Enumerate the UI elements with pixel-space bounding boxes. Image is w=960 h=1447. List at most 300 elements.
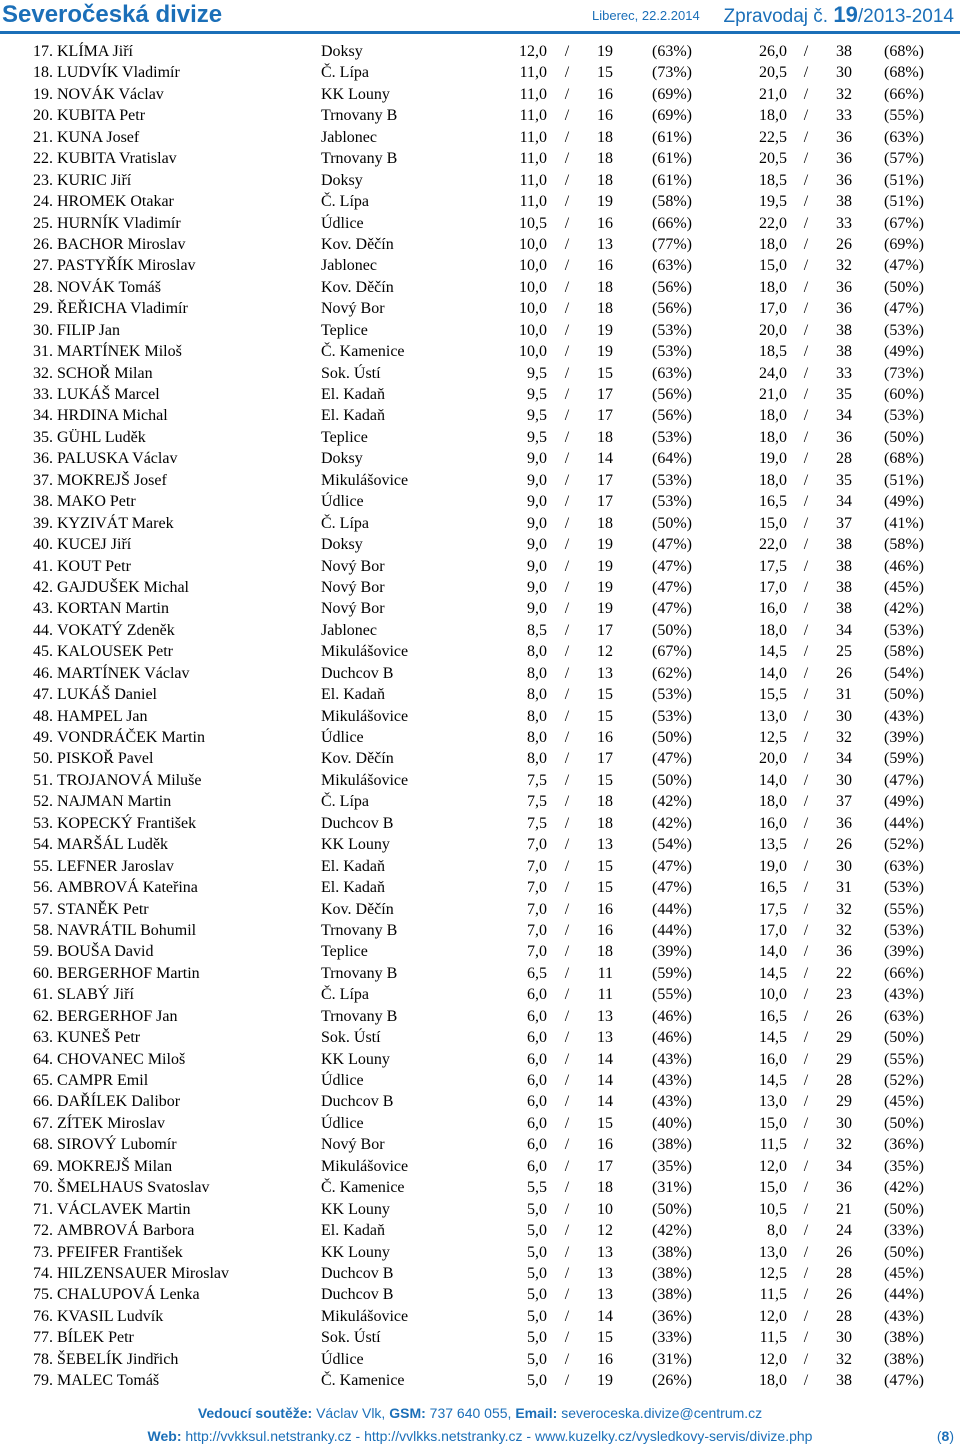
slash-sep: /: [803, 321, 809, 339]
pct-season: (50%): [652, 621, 692, 639]
footer-contact: [0, 1405, 960, 1421]
slash-sep: /: [564, 1093, 570, 1111]
pct-total: (38%): [884, 1329, 924, 1347]
player-rank: 49.: [33, 729, 53, 746]
player-name: MOKREJŠ Milan: [57, 1157, 173, 1175]
pct-total: (51%): [884, 193, 924, 211]
table-row: [0, 920, 960, 941]
player-club: KK Louny: [321, 836, 390, 854]
points-season: 11,0: [519, 107, 547, 125]
player-name: PALUSKA Václav: [57, 450, 178, 468]
points-season: 5,0: [527, 1307, 547, 1325]
player-name: KALOUSEK Petr: [57, 643, 173, 661]
player-name: CAMPR Emil: [57, 1072, 149, 1089]
slash-sep: /: [803, 750, 809, 768]
table-row: [0, 470, 960, 491]
points-total: 11,5: [759, 1136, 787, 1154]
table-row: [0, 234, 960, 255]
points-season: 6,5: [527, 964, 547, 982]
pct-season: (40%): [652, 1114, 692, 1132]
slash-sep: /: [564, 1029, 570, 1047]
points-season: 11,0: [519, 150, 547, 168]
player-name: BERGERHOF Jan: [57, 1007, 178, 1025]
player-club: Doksy: [321, 171, 363, 189]
points-season: 12,0: [519, 43, 547, 60]
pct-total: (53%): [884, 621, 924, 639]
games-total: 32: [836, 921, 852, 939]
points-season: 5,0: [527, 1329, 547, 1347]
slash-sep: /: [564, 879, 570, 897]
player-rank: 72.: [33, 1222, 53, 1240]
games-season: 14: [597, 1093, 613, 1111]
player-name: ŠEBELÍK Jindřich: [57, 1350, 179, 1368]
player-club: El. Kadaň: [321, 686, 385, 704]
pct-total: (44%): [884, 1286, 924, 1304]
pct-total: (63%): [884, 1007, 924, 1025]
pct-total: (58%): [884, 536, 924, 554]
pct-total: (43%): [884, 707, 924, 725]
player-rank: 73.: [33, 1243, 53, 1261]
table-row: [0, 1006, 960, 1027]
slash-sep: /: [803, 771, 809, 789]
player-rank: 61.: [33, 986, 53, 1004]
pct-season: (42%): [652, 1222, 692, 1240]
player-name: CHALUPOVÁ Lenka: [57, 1286, 200, 1304]
player-club: Duchcov B: [321, 814, 394, 832]
games-season: 16: [597, 85, 613, 103]
player-name: BOUŠA David: [57, 943, 154, 961]
games-season: 16: [597, 214, 613, 232]
player-name: SIROVÝ Lubomír: [57, 1136, 177, 1154]
player-rank: 53.: [33, 814, 53, 832]
games-season: 10: [597, 1200, 613, 1218]
pct-season: (53%): [652, 707, 692, 725]
games-season: 18: [597, 278, 613, 296]
slash-sep: /: [564, 814, 570, 832]
pct-total: (50%): [884, 278, 924, 296]
games-season: 19: [597, 1372, 613, 1390]
slash-sep: /: [803, 793, 809, 811]
table-row: [0, 363, 960, 384]
pct-season: (43%): [652, 1072, 692, 1089]
points-season: 8,0: [527, 643, 547, 661]
pct-season: (50%): [652, 1200, 692, 1218]
player-club: Jablonec: [321, 621, 377, 639]
pct-total: (73%): [884, 364, 924, 382]
games-season: 14: [597, 1050, 613, 1068]
player-club: Jablonec: [321, 257, 377, 275]
games-total: 30: [836, 1329, 852, 1347]
table-row: [0, 1242, 960, 1263]
pct-season: (43%): [652, 1093, 692, 1111]
slash-sep: /: [803, 836, 809, 854]
player-name: KLÍMA Jiří: [57, 43, 133, 60]
games-total: 36: [836, 278, 852, 296]
slash-sep: /: [564, 1179, 570, 1197]
slash-sep: /: [564, 364, 570, 382]
slash-sep: /: [803, 1050, 809, 1068]
gsm-label: GSM:: [389, 1405, 426, 1421]
player-club: Mikulášovice: [321, 1157, 409, 1175]
pct-season: (47%): [652, 879, 692, 897]
games-season: 19: [597, 343, 613, 361]
pct-total: (42%): [884, 600, 924, 618]
pct-total: (47%): [884, 257, 924, 275]
points-total: 12,0: [759, 1307, 787, 1325]
games-total: 38: [836, 343, 852, 361]
slash-sep: /: [803, 107, 809, 125]
slash-sep: /: [803, 64, 809, 82]
pct-total: (36%): [884, 1136, 924, 1154]
table-row: [0, 984, 960, 1005]
player-club: El. Kadaň: [321, 1222, 385, 1240]
player-club: Údlice: [321, 1072, 364, 1089]
pct-season: (62%): [652, 664, 692, 682]
player-rank: 17.: [33, 43, 53, 60]
points-total: 17,5: [759, 900, 787, 918]
pct-season: (38%): [652, 1264, 692, 1282]
player-rank: 57.: [33, 900, 53, 918]
pct-total: (55%): [884, 1050, 924, 1068]
points-total: 18,0: [759, 621, 787, 639]
table-row: [0, 41, 960, 62]
player-name: PASTYŘÍK Miroslav: [57, 257, 196, 275]
games-season: 16: [597, 900, 613, 918]
table-row: [0, 448, 960, 469]
player-name: VOKATÝ Zdeněk: [57, 621, 175, 639]
player-name: BACHOR Miroslav: [57, 235, 186, 253]
points-season: 9,0: [527, 471, 547, 489]
points-season: 7,0: [527, 879, 547, 897]
player-club: Údlice: [321, 1114, 364, 1132]
slash-sep: /: [564, 1264, 570, 1282]
slash-sep: /: [803, 514, 809, 532]
slash-sep: /: [803, 707, 809, 725]
table-row: [0, 1091, 960, 1112]
points-season: 7,5: [527, 814, 547, 832]
games-total: 34: [836, 750, 852, 768]
points-season: 6,0: [527, 1072, 547, 1089]
pct-total: (49%): [884, 343, 924, 361]
pct-total: (43%): [884, 986, 924, 1004]
slash-sep: /: [564, 664, 570, 682]
points-season: 7,5: [527, 793, 547, 811]
player-name: VONDRÁČEK Martin: [57, 729, 205, 746]
pct-total: (66%): [884, 85, 924, 103]
games-total: 32: [836, 1136, 852, 1154]
games-total: 34: [836, 1157, 852, 1175]
table-row: [0, 791, 960, 812]
player-club: Sok. Ústí: [321, 1329, 381, 1347]
slash-sep: /: [564, 964, 570, 982]
games-total: 29: [836, 1029, 852, 1047]
points-season: 9,5: [527, 428, 547, 446]
division-title: Severočeská divize: [2, 1, 223, 28]
slash-sep: /: [803, 557, 809, 575]
player-club: Nový Bor: [321, 578, 385, 596]
table-row: [0, 1156, 960, 1177]
slash-sep: /: [564, 729, 570, 746]
games-season: 16: [597, 1350, 613, 1368]
player-club: Doksy: [321, 43, 363, 60]
pct-season: (56%): [652, 386, 692, 403]
player-club: KK Louny: [321, 1200, 390, 1218]
games-total: 33: [836, 364, 852, 382]
pct-season: (38%): [652, 1286, 692, 1304]
points-season: 10,0: [519, 343, 547, 361]
slash-sep: /: [803, 536, 809, 554]
player-club: Kov. Děčín: [321, 278, 394, 296]
points-season: 9,0: [527, 600, 547, 618]
games-season: 13: [597, 836, 613, 854]
points-season: 9,0: [527, 493, 547, 511]
player-name: LEFNER Jaroslav: [57, 857, 174, 875]
points-total: 13,5: [759, 836, 787, 854]
games-total: 28: [836, 1307, 852, 1325]
player-name: MAKO Petr: [57, 493, 136, 511]
pct-total: (38%): [884, 1350, 924, 1368]
table-row: [0, 191, 960, 212]
slash-sep: /: [564, 1307, 570, 1325]
games-season: 15: [597, 707, 613, 725]
player-name: AMBROVÁ Kateřina: [57, 879, 198, 897]
player-name: STANĚK Petr: [57, 900, 149, 918]
slash-sep: /: [803, 1093, 809, 1111]
player-name: KOPECKÝ František: [57, 814, 197, 832]
slash-sep: /: [564, 1243, 570, 1261]
games-total: 30: [836, 707, 852, 725]
points-total: 15,0: [759, 1114, 787, 1132]
player-rank: 33.: [33, 386, 53, 403]
pct-total: (60%): [884, 386, 924, 403]
games-season: 17: [597, 407, 613, 425]
points-season: 9,0: [527, 557, 547, 575]
player-name: KUCEJ Jiří: [57, 536, 132, 554]
email-link[interactable]: severoceska.divize@centrum.cz: [561, 1405, 763, 1421]
bulletin-info: [724, 2, 954, 30]
games-season: 16: [597, 729, 613, 746]
points-season: 5,0: [527, 1372, 547, 1390]
player-name: NAVRÁTIL Bohumil: [57, 921, 197, 939]
player-name: KUBITA Petr: [57, 107, 146, 125]
pct-season: (43%): [652, 1050, 692, 1068]
slash-sep: /: [564, 1157, 570, 1175]
games-season: 12: [597, 1222, 613, 1240]
player-name: KYZIVÁT Marek: [57, 514, 174, 532]
player-name: HAMPEL Jan: [57, 707, 148, 725]
web-links[interactable]: http://vvkksul.netstranky.cz - http://vvlkks.netstranky.cz - www.kuzelky.cz/vysledkovy-servis/divize.php: [185, 1428, 813, 1444]
games-season: 18: [597, 300, 613, 318]
player-name: ŠMELHAUS Svatoslav: [57, 1179, 210, 1197]
points-total: 18,0: [759, 471, 787, 489]
games-season: 18: [597, 171, 613, 189]
slash-sep: /: [803, 407, 809, 425]
table-row: [0, 813, 960, 834]
points-season: 11,0: [519, 128, 547, 146]
slash-sep: /: [803, 1222, 809, 1240]
games-total: 28: [836, 1264, 852, 1282]
points-season: 10,0: [519, 278, 547, 296]
slash-sep: /: [564, 793, 570, 811]
points-season: 7,0: [527, 921, 547, 939]
pct-total: (49%): [884, 493, 924, 511]
player-rank: 58.: [33, 921, 53, 939]
points-total: 24,0: [759, 364, 787, 382]
points-total: 14,5: [759, 1072, 787, 1089]
slash-sep: /: [803, 879, 809, 897]
player-rank: 52.: [33, 793, 53, 811]
points-total: 15,0: [759, 257, 787, 275]
pct-total: (50%): [884, 1114, 924, 1132]
player-name: PFEIFER František: [57, 1243, 183, 1261]
table-row: [0, 1027, 960, 1048]
pct-total: (49%): [884, 793, 924, 811]
slash-sep: /: [564, 407, 570, 425]
player-club: Mikulášovice: [321, 771, 409, 789]
table-row: [0, 963, 960, 984]
table-row: [0, 298, 960, 319]
player-club: Č. Lípa: [321, 986, 369, 1004]
games-total: 38: [836, 536, 852, 554]
player-name: ŘEŘICHA Vladimír: [57, 300, 188, 318]
points-total: 11,5: [759, 1329, 787, 1347]
web-label: Web:: [147, 1428, 182, 1444]
pct-total: (55%): [884, 107, 924, 125]
slash-sep: /: [803, 214, 809, 232]
player-club: KK Louny: [321, 1050, 390, 1068]
slash-sep: /: [564, 857, 570, 875]
pct-season: (36%): [652, 1307, 692, 1325]
player-rank: 75.: [33, 1286, 53, 1304]
pct-season: (31%): [652, 1350, 692, 1368]
points-season: 5,0: [527, 1350, 547, 1368]
pct-total: (53%): [884, 407, 924, 425]
games-season: 18: [597, 428, 613, 446]
slash-sep: /: [564, 128, 570, 146]
pct-season: (46%): [652, 1029, 692, 1047]
games-season: 13: [597, 1243, 613, 1261]
points-total: 10,5: [759, 1200, 787, 1218]
games-total: 28: [836, 450, 852, 468]
pct-total: (66%): [884, 964, 924, 982]
table-row: [0, 1134, 960, 1155]
pct-total: (67%): [884, 214, 924, 232]
pct-season: (54%): [652, 836, 692, 854]
player-name: MARŠÁL Luděk: [57, 836, 168, 854]
player-rank: 22.: [33, 150, 53, 168]
slash-sep: /: [564, 107, 570, 125]
slash-sep: /: [564, 1329, 570, 1347]
slash-sep: /: [564, 686, 570, 704]
table-row: [0, 748, 960, 769]
points-season: 6,0: [527, 1136, 547, 1154]
slash-sep: /: [564, 85, 570, 103]
points-season: 9,0: [527, 514, 547, 532]
table-row: [0, 405, 960, 426]
games-total: 36: [836, 428, 852, 446]
points-total: 12,0: [759, 1157, 787, 1175]
points-total: 18,0: [759, 235, 787, 253]
games-total: 35: [836, 386, 852, 403]
pct-season: (47%): [652, 857, 692, 875]
games-season: 15: [597, 686, 613, 704]
slash-sep: /: [564, 1286, 570, 1304]
slash-sep: /: [803, 643, 809, 661]
games-total: 36: [836, 150, 852, 168]
points-season: 11,0: [519, 64, 547, 82]
slash-sep: /: [803, 578, 809, 596]
points-total: 15,5: [759, 686, 787, 704]
points-total: 21,0: [759, 386, 787, 403]
table-row: [0, 1177, 960, 1198]
table-row: [0, 577, 960, 598]
slash-sep: /: [803, 686, 809, 704]
player-rank: 66.: [33, 1093, 53, 1111]
games-season: 19: [597, 193, 613, 211]
player-name: NOVÁK Václav: [57, 85, 164, 103]
slash-sep: /: [803, 986, 809, 1004]
games-season: 14: [597, 1307, 613, 1325]
games-season: 18: [597, 793, 613, 811]
table-row: [0, 598, 960, 619]
slash-sep: /: [803, 1350, 809, 1368]
player-rank: 31.: [33, 343, 53, 361]
points-total: 21,0: [759, 85, 787, 103]
player-club: Sok. Ústí: [321, 364, 381, 382]
table-row: [0, 491, 960, 512]
pct-total: (50%): [884, 686, 924, 704]
points-season: 8,0: [527, 750, 547, 768]
slash-sep: /: [564, 578, 570, 596]
games-total: 30: [836, 771, 852, 789]
points-total: 18,0: [759, 1372, 787, 1390]
pct-season: (66%): [652, 214, 692, 232]
player-rank: 37.: [33, 471, 53, 489]
slash-sep: /: [803, 1136, 809, 1154]
games-total: 38: [836, 600, 852, 618]
player-rank: 60.: [33, 964, 53, 982]
pct-season: (73%): [652, 64, 692, 82]
player-rank: 59.: [33, 943, 53, 961]
points-season: 10,0: [519, 235, 547, 253]
games-season: 19: [597, 321, 613, 339]
slash-sep: /: [803, 450, 809, 468]
pct-total: (68%): [884, 43, 924, 60]
pct-season: (50%): [652, 729, 692, 746]
points-total: 14,5: [759, 1029, 787, 1047]
slash-sep: /: [803, 364, 809, 382]
points-season: 7,5: [527, 771, 547, 789]
pct-season: (35%): [652, 1157, 692, 1175]
points-total: 18,5: [759, 171, 787, 189]
games-total: 34: [836, 407, 852, 425]
slash-sep: /: [564, 1136, 570, 1154]
points-total: 19,5: [759, 193, 787, 211]
leader-label: Vedoucí soutěže:: [197, 1405, 313, 1421]
player-rank: 24.: [33, 193, 53, 211]
player-club: Duchcov B: [321, 1264, 394, 1282]
games-season: 13: [597, 1029, 613, 1047]
games-total: 38: [836, 43, 852, 60]
player-rank: 64.: [33, 1050, 53, 1068]
player-club: Č. Kamenice: [321, 1372, 405, 1390]
points-season: 6,0: [527, 1007, 547, 1025]
pct-season: (56%): [652, 278, 692, 296]
player-rank: 19.: [33, 85, 53, 103]
slash-sep: /: [564, 1114, 570, 1132]
player-name: AMBROVÁ Barbora: [57, 1222, 195, 1240]
pct-season: (39%): [652, 943, 692, 961]
